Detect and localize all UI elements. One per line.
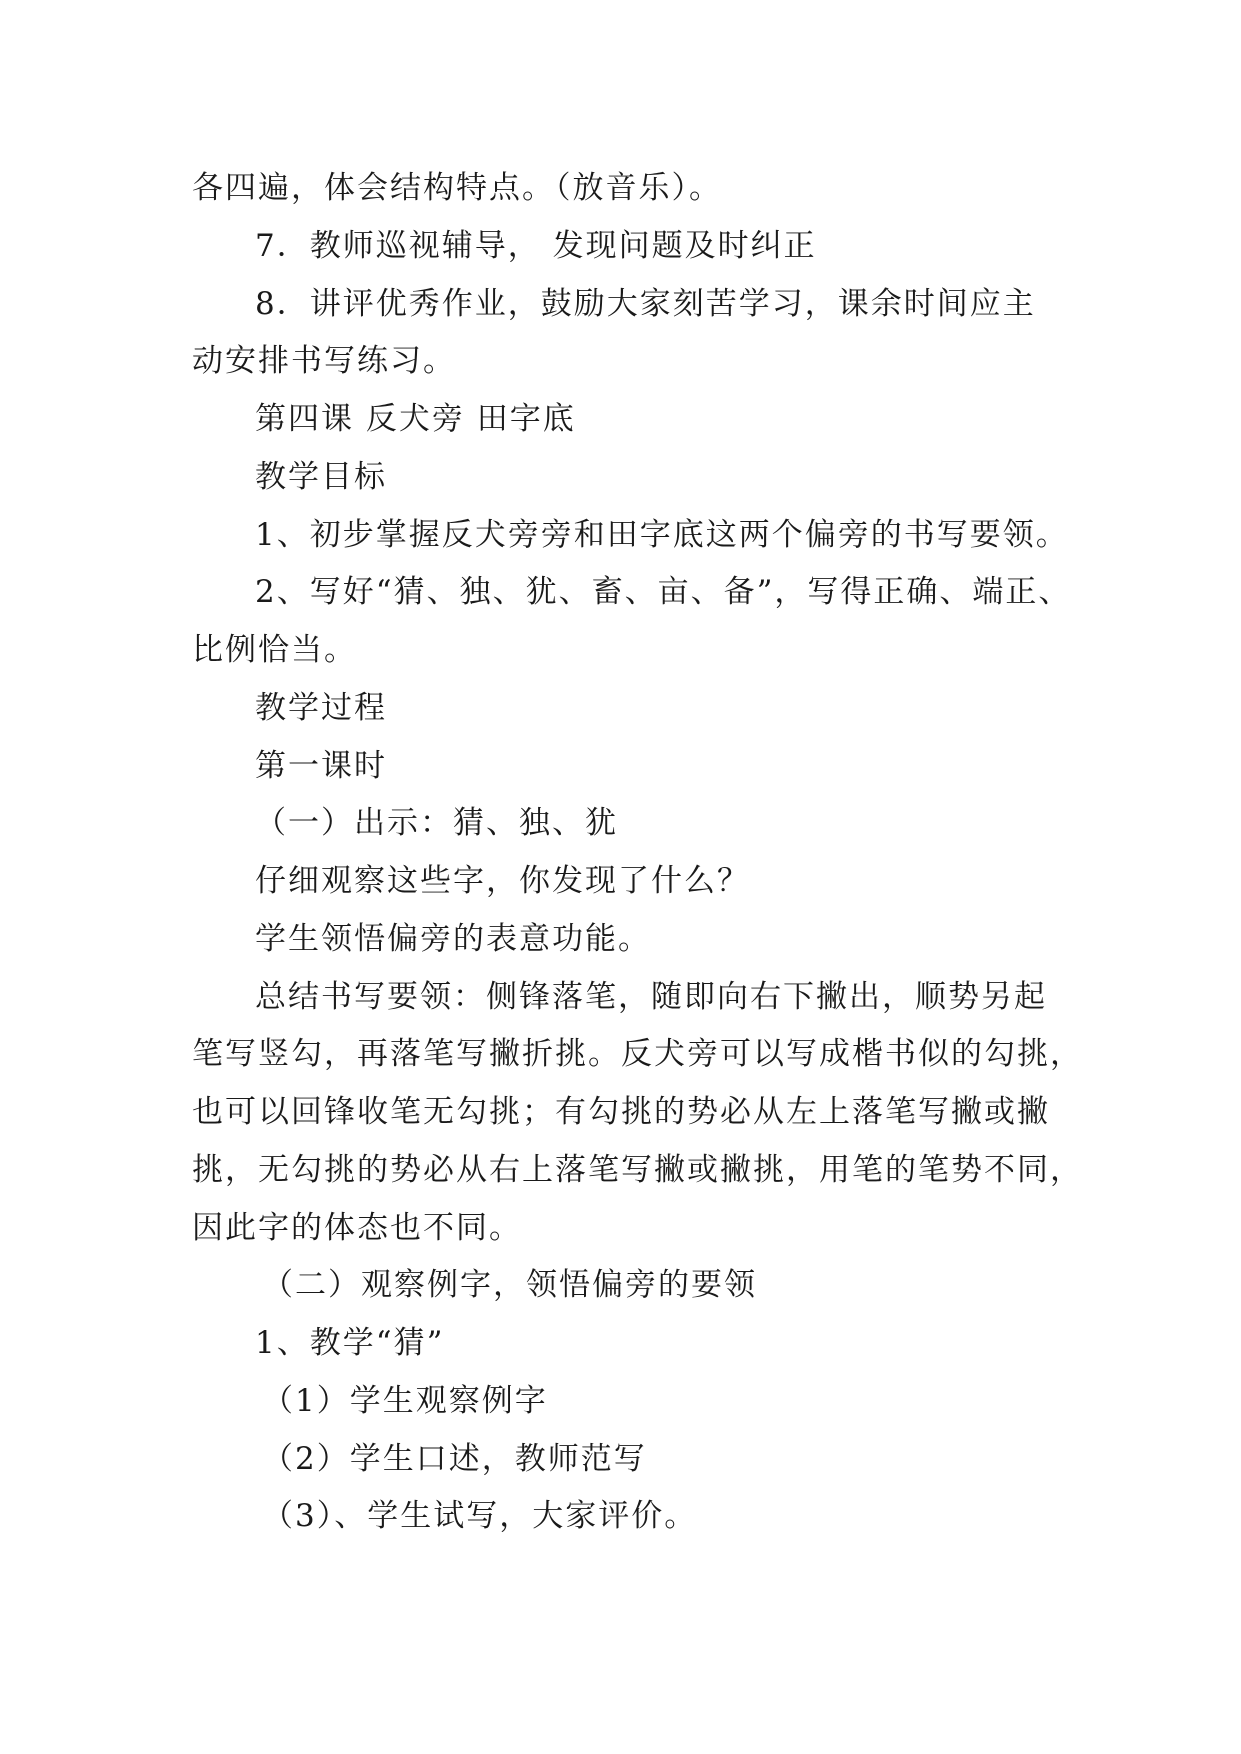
text-line: 1、初步掌握反犬旁旁和田字底这两个偏旁的书写要领。 [255, 517, 1069, 553]
text-line: 总结书写要领：侧锋落笔，随即向右下撇出，顺势另起 [255, 979, 1047, 1015]
text-line: 学生领悟偏旁的表意功能。 [255, 921, 651, 957]
text-line: （3）、学生试写，大家评价。 [262, 1498, 698, 1534]
section-heading: 第四课 反犬旁 田字底 [255, 401, 576, 437]
text-line: 2、写好“猜、独、犹、畜、亩、备”，写得正确、端正、 [255, 574, 1072, 610]
text-line: 8．讲评优秀作业，鼓励大家刻苦学习，课余时间应主 [255, 286, 1036, 322]
text-line: 1、教学“猜” [255, 1325, 445, 1361]
subheading: 教学过程 [255, 690, 387, 726]
text-line: 比例恰当。 [192, 632, 357, 668]
text-line: 因此字的体态也不同。 [192, 1210, 522, 1246]
text-line: 也可以回锋收笔无勾挑；有勾挑的势必从左上落笔写撇或撇 [192, 1094, 1050, 1130]
text-line: （二）观察例字，领悟偏旁的要领 [262, 1267, 757, 1303]
text-line: （2）学生口述，教师范写 [262, 1441, 647, 1477]
subheading: 教学目标 [255, 459, 387, 495]
text-line: 仔细观察这些字，你发现了什么？ [255, 863, 750, 899]
subheading: 第一课时 [255, 748, 387, 784]
text-line: 7．教师巡视辅导， 发现问题及时纠正 [255, 228, 817, 264]
text-line: （一）出示：猜、独、犹 [255, 805, 618, 841]
text-line: 笔写竖勾，再落笔写撇折挑。反犬旁可以写成楷书似的勾挑， [192, 1036, 1083, 1072]
text-line: 挑，无勾挑的势必从右上落笔写撇或撇挑，用笔的笔势不同， [192, 1152, 1083, 1188]
text-line: 动安排书写练习。 [192, 343, 456, 379]
text-line: （1）学生观察例字 [262, 1383, 548, 1419]
text-line: 各四遍，体会结构特点。（放音乐）。 [192, 170, 722, 206]
